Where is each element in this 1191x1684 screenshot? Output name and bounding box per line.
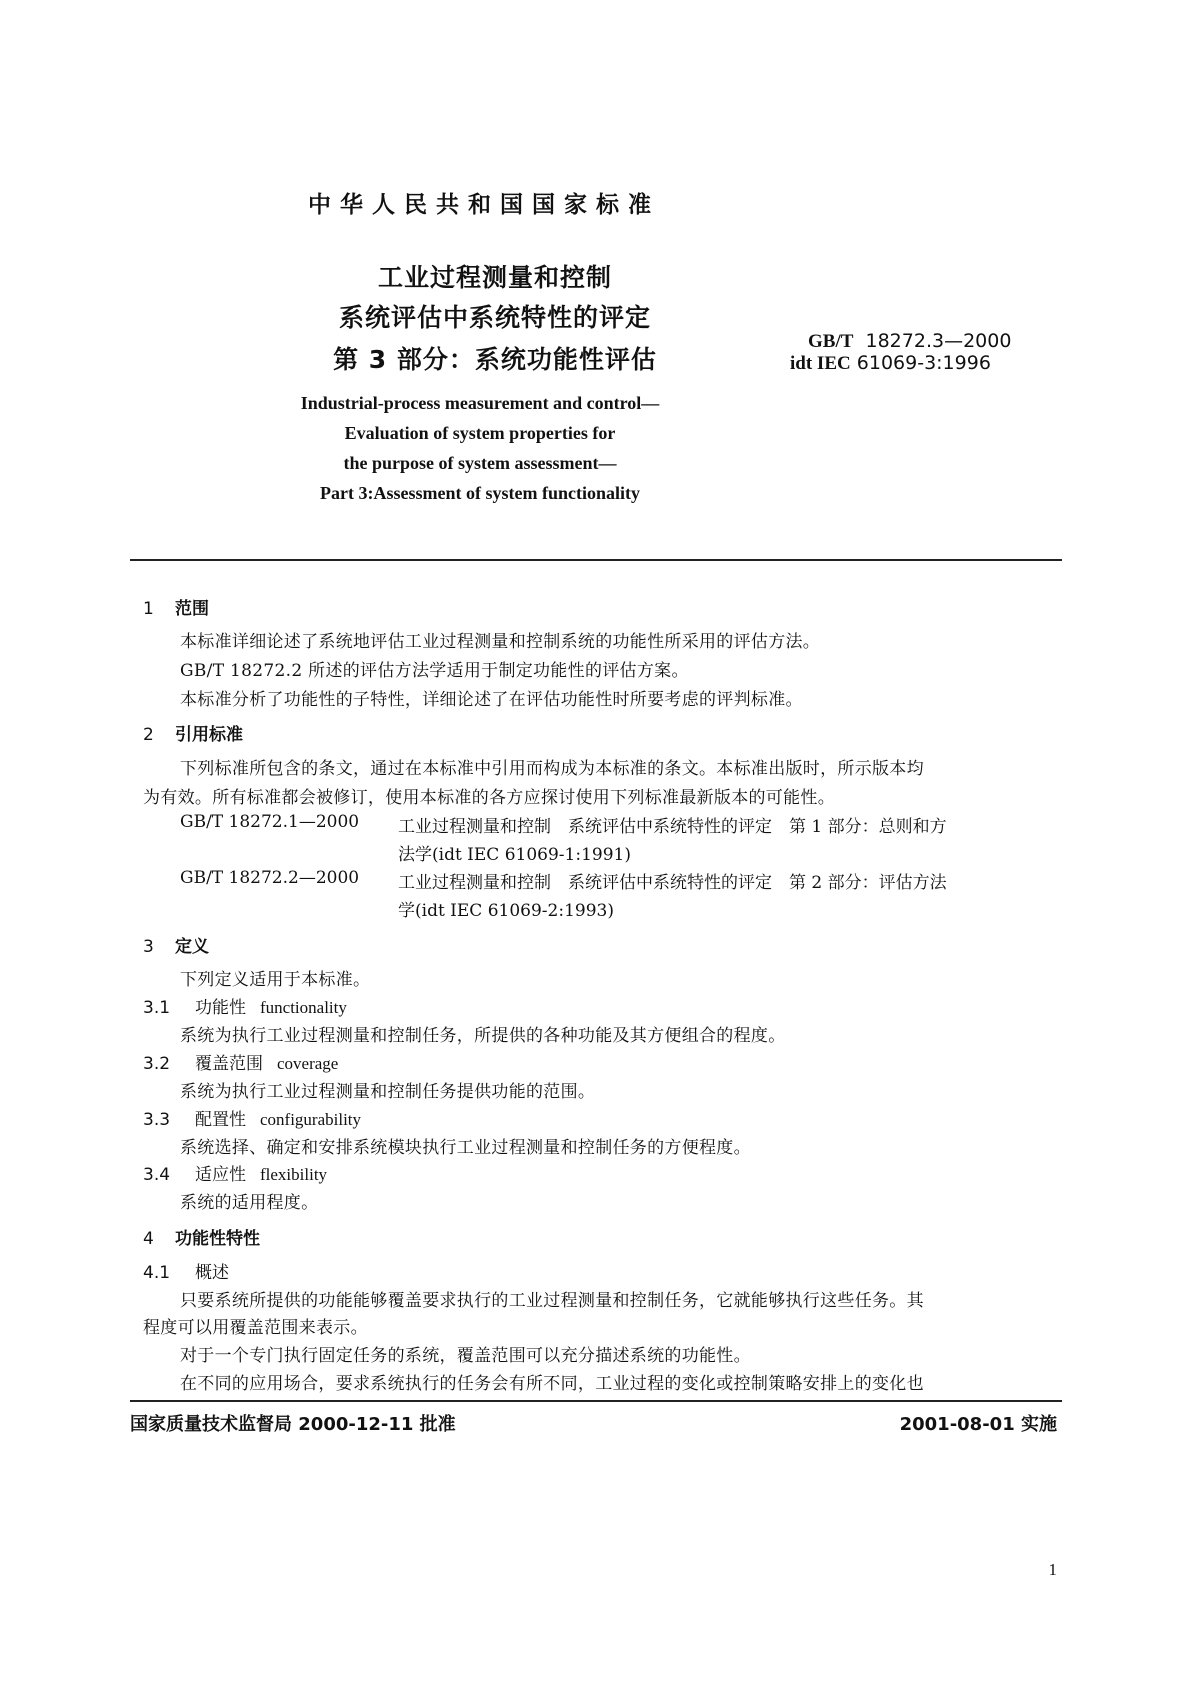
section-4-para-1-line-1: 只要系统所提供的功能能够覆盖要求执行的工业过程测量和控制任务，它就能够执行这些任务。其	[180, 1291, 924, 1311]
title-zh-line-3: 第 3 部分：系统功能性评估	[333, 345, 657, 374]
section-4-heading	[143, 1224, 260, 1249]
national-standard-heading: 中华人民共和国国家标准	[308, 192, 660, 218]
section-number: 4	[143, 1229, 154, 1249]
definition-term-en: functionality	[260, 998, 347, 1017]
section-number: 3	[143, 937, 154, 957]
definition-number: 3.2	[143, 1054, 171, 1074]
reference-title-2-line-2: 学(idt IEC 61069-2:1993)	[398, 901, 614, 921]
title-en-line-2: Evaluation of system properties for	[344, 423, 616, 443]
definition-term-zh: 配置性	[195, 1110, 246, 1130]
definition-term-en: flexibility	[260, 1165, 328, 1184]
page-number: 1	[1048, 1560, 1057, 1579]
subsection-4-1-heading	[143, 1258, 229, 1283]
section-1-heading	[143, 594, 209, 619]
section-3-heading	[143, 932, 209, 957]
section-number: 2	[143, 725, 154, 745]
title-zh-line-2: 系统评估中系统特性的评定	[338, 303, 651, 332]
section-3-intro: 下列定义适用于本标准。	[180, 970, 371, 990]
reference-title-1-line-2: 法学(idt IEC 61069-1:1991)	[398, 845, 631, 865]
reference-title-1-line-1: 工业过程测量和控制 系统评估中系统特性的评定 第 1 部分：总则和方	[398, 817, 947, 837]
definition-term-zh: 覆盖范围	[195, 1054, 263, 1074]
footer-divider	[130, 1400, 1062, 1402]
definition-3-2-text: 系统为执行工业过程测量和控制任务提供功能的范围。	[180, 1082, 596, 1102]
definition-term-zh: 适应性	[195, 1165, 246, 1185]
section-title: 功能性特性	[175, 1229, 260, 1249]
definition-term-en: coverage	[277, 1054, 339, 1073]
section-1-para-1: 本标准详细论述了系统地评估工业过程测量和控制系统的功能性所采用的评估方法。	[180, 632, 821, 652]
reference-code-2: GB/T 18272.2—2000	[180, 868, 360, 888]
section-title: 定义	[175, 937, 209, 957]
section-4-para-2: 对于一个专门执行固定任务的系统，覆盖范围可以充分描述系统的功能性。	[180, 1346, 751, 1366]
section-4-para-1-line-2: 程度可以用覆盖范围来表示。	[143, 1318, 368, 1338]
definition-number: 3.4	[143, 1165, 171, 1185]
definition-number: 3.3	[143, 1110, 171, 1130]
standard-code	[808, 330, 1011, 353]
idt-prefix: idt IEC	[790, 353, 851, 374]
subsection-number: 4.1	[143, 1263, 171, 1283]
section-2-para-line-2: 为有效。所有标准都会被修订，使用本标准的各方应探讨使用下列标准最新版本的可能性。	[143, 788, 835, 808]
reference-title-2-line-1: 工业过程测量和控制 系统评估中系统特性的评定 第 2 部分：评估方法	[398, 873, 947, 893]
definition-3-3-text: 系统选择、确定和安排系统模块执行工业过程测量和控制任务的方便程度。	[180, 1138, 751, 1158]
code-prefix: GB/T	[808, 331, 854, 352]
approval-date: 国家质量技术监督局 2000-12-11 批准	[130, 1414, 456, 1435]
section-2-heading	[143, 720, 243, 745]
idt-code	[790, 352, 991, 375]
definition-term-en: configurability	[260, 1110, 362, 1129]
section-2-para-line-1: 下列标准所包含的条文，通过在本标准中引用而构成为本标准的条文。本标准出版时，所示版本均	[180, 759, 924, 779]
definition-3-1-term	[143, 993, 347, 1018]
section-title: 范围	[175, 599, 209, 619]
section-1-para-2: GB/T 18272.2 所述的评估方法学适用于制定功能性的评估方案。	[180, 661, 689, 681]
section-number: 1	[143, 599, 154, 619]
definition-3-3-term	[143, 1105, 361, 1130]
definition-3-2-term	[143, 1049, 338, 1074]
code-number: 18272.3—2000	[865, 330, 1012, 352]
subsection-title: 概述	[195, 1263, 229, 1283]
section-4-para-3: 在不同的应用场合，要求系统执行的任务会有所不同，工业过程的变化或控制策略安排上的变化也	[180, 1374, 924, 1394]
title-en-line-4: Part 3:Assessment of system functionality	[320, 483, 640, 503]
definition-term-zh: 功能性	[195, 998, 246, 1018]
title-zh-line-1: 工业过程测量和控制	[377, 263, 612, 292]
implementation-date: 2001-08-01 实施	[899, 1414, 1057, 1435]
reference-code-1: GB/T 18272.1—2000	[180, 812, 360, 832]
title-en-line-3: the purpose of system assessment—	[343, 453, 617, 473]
header-divider	[130, 559, 1062, 561]
idt-number: 61069-3:1996	[856, 352, 991, 374]
definition-number: 3.1	[143, 998, 171, 1018]
title-en-line-1: Industrial-process measurement and control—	[300, 393, 660, 413]
section-title: 引用标准	[175, 725, 243, 745]
definition-3-4-term	[143, 1160, 327, 1185]
section-1-para-3: 本标准分析了功能性的子特性，详细论述了在评估功能性时所要考虑的评判标准。	[180, 690, 803, 710]
definition-3-1-text: 系统为执行工业过程测量和控制任务，所提供的各种功能及其方便组合的程度。	[180, 1026, 786, 1046]
definition-3-4-text: 系统的适用程度。	[180, 1193, 319, 1213]
